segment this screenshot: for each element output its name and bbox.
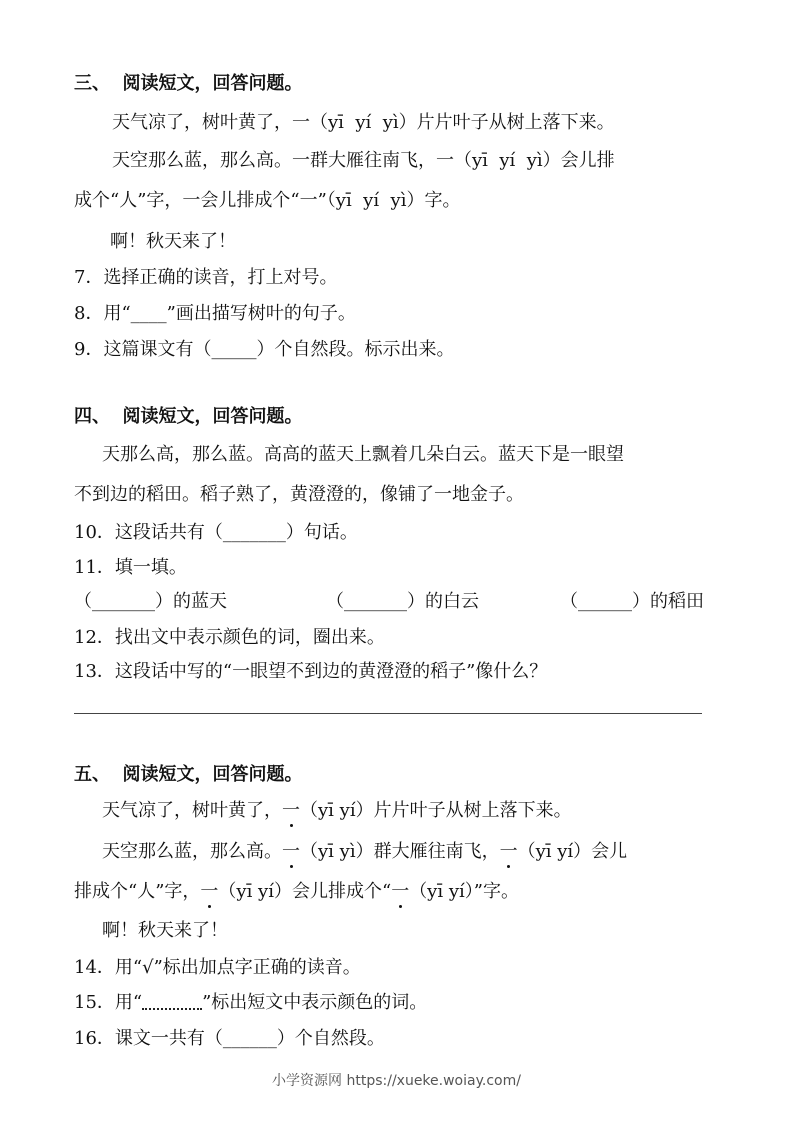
section-4-title: 四、 阅读短文，回答问题。 [74,406,303,427]
section-5-paragraph-4: 啊！秋天来了！ [102,920,228,941]
question-11: 11．填一填。 [74,557,187,578]
question-10: 10．这段话共有（_______）句话。 [74,522,358,543]
text-segment: （yī yí）会儿排成个“ [218,881,392,902]
fill-blank-1[interactable]: （_______）的蓝天 [74,591,227,612]
dotted-character: 一 [200,881,219,902]
text-segment: （yī yì）群大雁往南飞， [300,841,500,862]
dotted-character: 一 [391,881,410,902]
dotted-character: 一 [282,841,300,862]
text-segment: （yī yí）会儿 [517,841,628,862]
text-segment: 排成个“人”字， [74,881,201,902]
dotted-character: 一 [499,841,518,862]
question-8: 8．用“____”画出描写树叶的句子。 [74,303,356,324]
text-segment: ”标出短文中表示颜色的词。 [202,992,428,1013]
question-13: 13．这段话中写的“一眼望不到边的黄澄澄的稻子”像什么？ [74,661,548,682]
text-segment: 天气凉了，树叶黄了， [102,800,282,821]
text-segment: 15．用“ [74,992,143,1013]
fill-blank-2[interactable]: （_______）的白云 [326,591,479,612]
section-3-paragraph-2b: 成个“人”字，一会儿排成个“一”（yī yí yì）字。 [74,190,461,211]
footer-watermark: 小学资源网 https://xueke.woiay.com/ [272,1073,521,1089]
question-16: 16．课文一共有（______）个自然段。 [74,1028,385,1049]
text-segment: 天空那么蓝，那么高。 [102,841,282,862]
question-7: 7．选择正确的读音，打上对号。 [74,267,338,288]
text-segment: （yī yí）”字。 [409,881,519,902]
wavy-underline-symbol [142,996,202,1010]
answer-line[interactable] [74,713,702,714]
text-segment: （yī yí）片片叶子从树上落下来。 [300,800,572,821]
question-12: 12．找出文中表示颜色的词，圈出来。 [74,627,385,648]
section-4-paragraph-b: 不到边的稻田。稻子熟了，黄澄澄的，像铺了一地金子。 [74,484,524,505]
section-3-paragraph-2a: 天空那么蓝，那么高。一群大雁往南飞，一（yī yí yì）会儿排 [112,150,615,171]
section-4-paragraph-a: 天那么高，那么蓝。高高的蓝天上飘着几朵白云。蓝天下是一眼望 [102,444,624,465]
question-9: 9．这篇课文有（_____）个自然段。标示出来。 [74,339,455,360]
section-3-paragraph-1: 天气凉了，树叶黄了，一（yī yí yì）片片叶子从树上落下来。 [112,112,615,133]
section-5-paragraph-2 [102,840,627,864]
section-3-title: 三、 阅读短文，回答问题。 [74,73,303,94]
section-5-title: 五、 阅读短文，回答问题。 [74,764,303,785]
question-14: 14．用“√”标出加点字正确的读音。 [74,957,361,978]
question-15 [74,991,427,1015]
fill-blank-3[interactable]: （______）的稻田 [560,591,704,612]
section-3-paragraph-3: 啊！秋天来了！ [110,231,236,252]
dotted-character: 一 [282,800,300,821]
section-5-paragraph-1 [102,799,572,823]
section-5-paragraph-3 [74,880,519,904]
